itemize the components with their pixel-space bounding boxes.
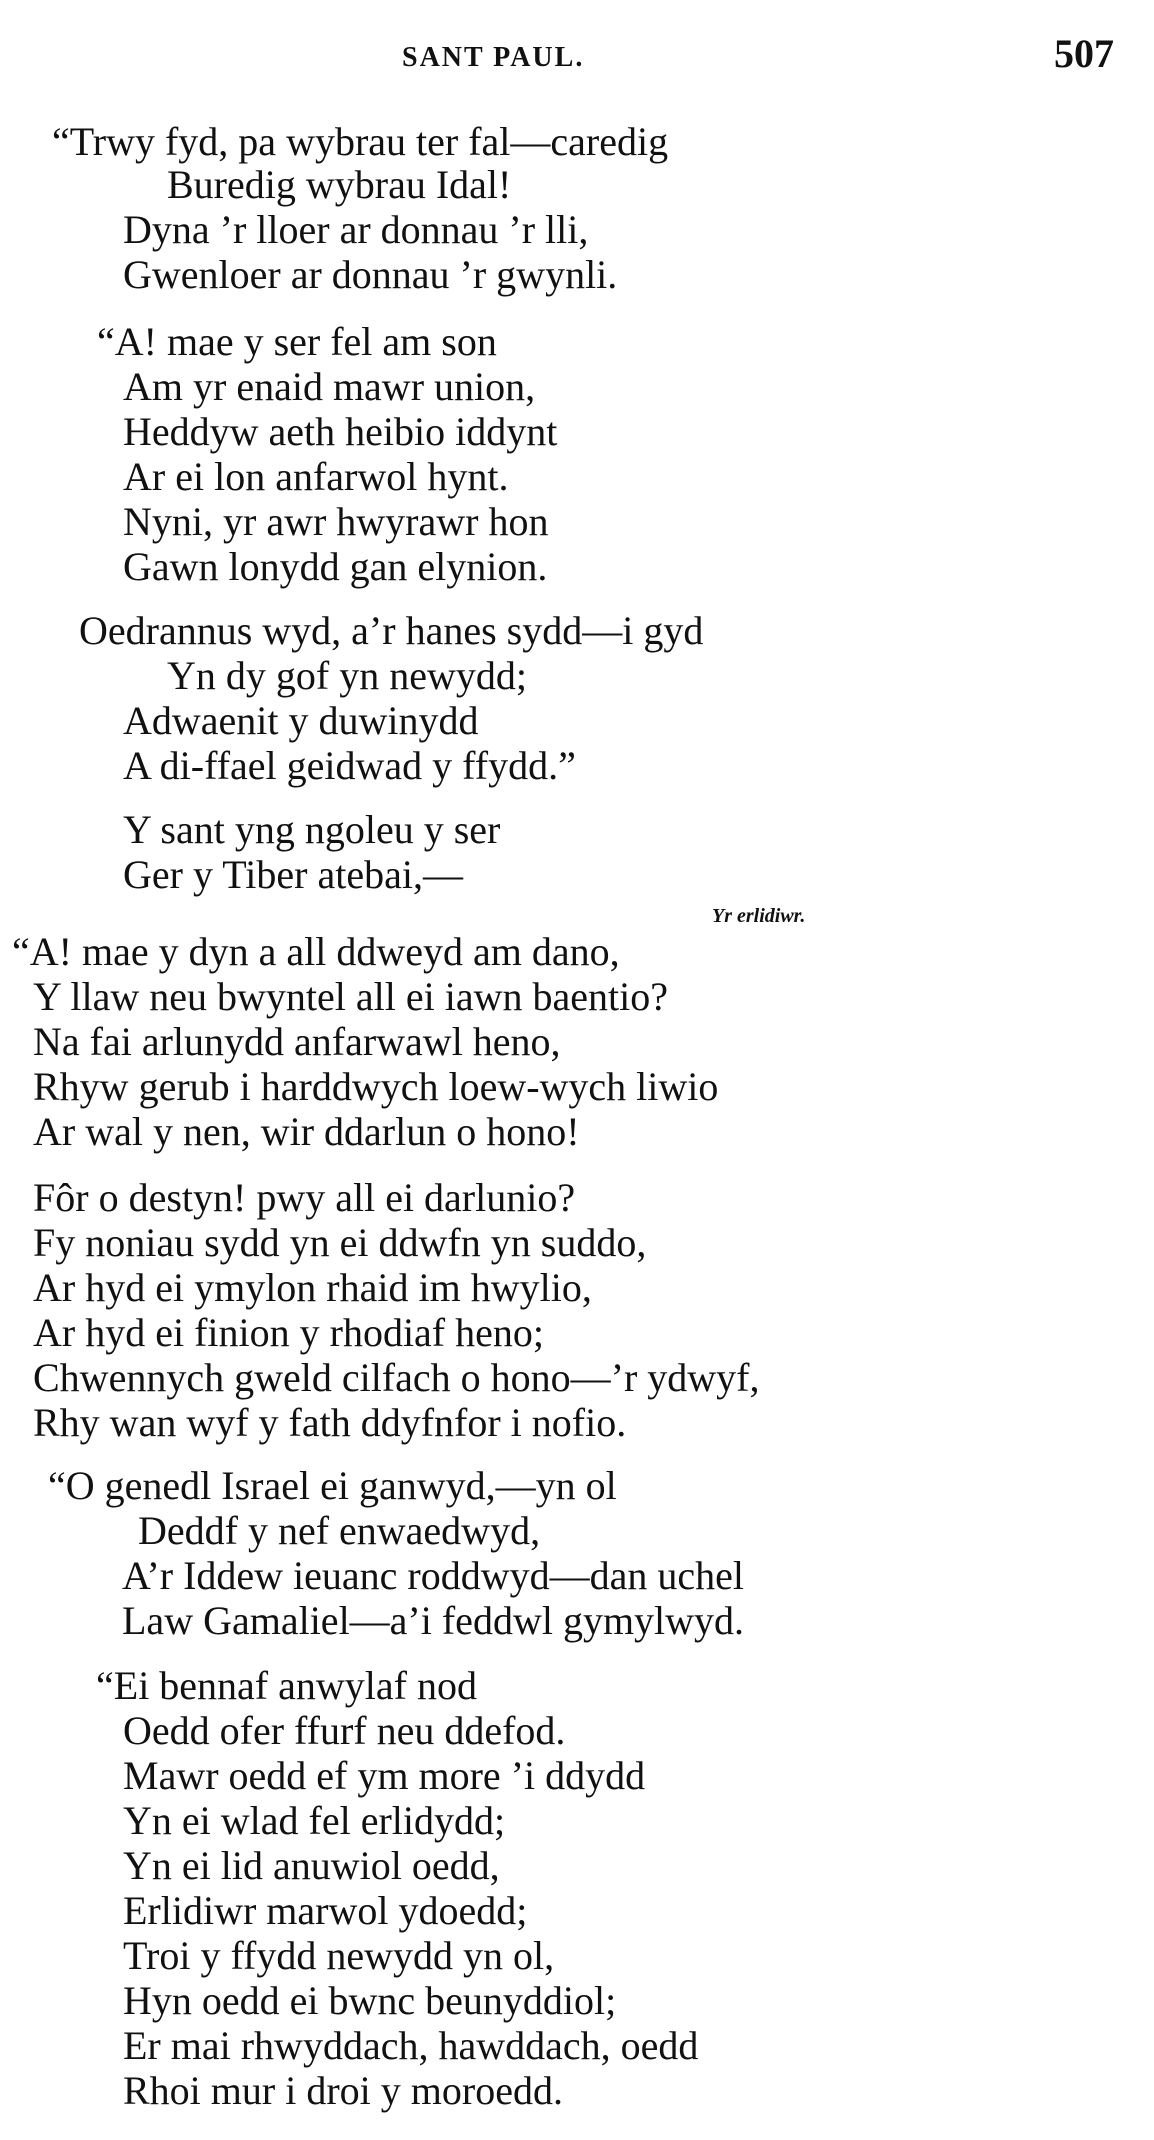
poem-line: “O genedl Israel ei ganwyd,—yn ol xyxy=(48,1463,617,1508)
poem-line: Ar wal y nen, wir ddarlun o hono! xyxy=(33,1109,580,1154)
poem-line: Nyni, yr awr hwyrawr hon xyxy=(123,499,549,544)
poem-line: Fôr o destyn! pwy all ei darlunio? xyxy=(33,1175,576,1220)
poem-line: Dyna ’r lloer ar donnau ’r lli, xyxy=(123,207,589,252)
poem-line: Y sant yng ngoleu y ser xyxy=(123,807,501,852)
poem-line: Yn ei wlad fel erlidydd; xyxy=(123,1798,506,1843)
poem-line: A’r Iddew ieuanc roddwyd—dan uchel xyxy=(122,1553,745,1598)
poem-line: Na fai arlunydd anfarwawl heno, xyxy=(33,1019,561,1064)
poem-line: Rhoi mur i droi y moroedd. xyxy=(123,2068,563,2113)
poem-line: Troi y ffydd newydd yn ol, xyxy=(123,1933,555,1978)
speaker-label: Yr erlidiwr. xyxy=(712,905,806,927)
poem-line: Ger y Tiber atebai,— xyxy=(123,852,463,897)
poem-line: Yn ei lid anuwiol oedd, xyxy=(123,1843,500,1888)
poem-line: “A! mae y dyn a all ddweyd am dano, xyxy=(12,929,620,974)
poem-line: Oedd ofer ffurf neu ddefod. xyxy=(123,1708,566,1753)
poem-line: Rhy wan wyf y fath ddyfnfor i nofio. xyxy=(33,1400,627,1445)
running-header-title: SANT PAUL. xyxy=(402,42,585,73)
poem-line: “A! mae y ser fel am son xyxy=(97,319,497,364)
poem-line: Law Gamaliel—a’i feddwl gymylwyd. xyxy=(122,1598,745,1643)
poem-line: Deddf y nef enwaedwyd, xyxy=(138,1508,541,1553)
poem-line: Chwennych gweld cilfach o hono—’r ydwyf, xyxy=(33,1355,760,1400)
poem-line: Rhyw gerub i harddwych loew-wych liwio xyxy=(33,1064,719,1109)
poem-line: Ar hyd ei ymylon rhaid im hwylio, xyxy=(33,1265,592,1310)
poem-line: Heddyw aeth heibio iddynt xyxy=(123,409,558,454)
poem-line: Y llaw neu bwyntel all ei iawn baentio? xyxy=(33,974,668,1019)
poem-line: Ar hyd ei finion y rhodiaf heno; xyxy=(33,1310,544,1355)
poem-line: Buredig wybrau Idal! xyxy=(167,162,512,207)
poem-line: “Ei bennaf anwylaf nod xyxy=(96,1663,477,1708)
poem-line: Ar ei lon anfarwol hynt. xyxy=(123,454,509,499)
poem-line: Mawr oedd ef ym more ’i ddydd xyxy=(123,1753,646,1798)
poem-line: Adwaenit y duwinydd xyxy=(123,698,479,743)
poem-line: Hyn oedd ei bwnc beunyddiol; xyxy=(123,1978,617,2023)
poem-line: Gawn lonydd gan elynion. xyxy=(123,544,548,589)
poem-line: A di-ffael geidwad y ffydd.” xyxy=(123,743,576,788)
page-number: 507 xyxy=(1054,31,1114,76)
poem-line: Am yr enaid mawr union, xyxy=(123,364,536,409)
poem-line: Oedrannus wyd, a’r hanes sydd—i gyd xyxy=(79,608,704,653)
poem-line: Er mai rhwyddach, hawddach, oedd xyxy=(123,2023,699,2068)
poem-line: Yn dy gof yn newydd; xyxy=(167,653,527,698)
poem-line: Gwenloer ar donnau ’r gwynli. xyxy=(123,252,618,297)
poem-line: Fy noniau sydd yn ei ddwfn yn suddo, xyxy=(33,1220,647,1265)
poem-line: Erlidiwr marwol ydoedd; xyxy=(123,1888,528,1933)
poem-line: “Trwy fyd, pa wybrau ter fal—caredig xyxy=(52,119,669,164)
